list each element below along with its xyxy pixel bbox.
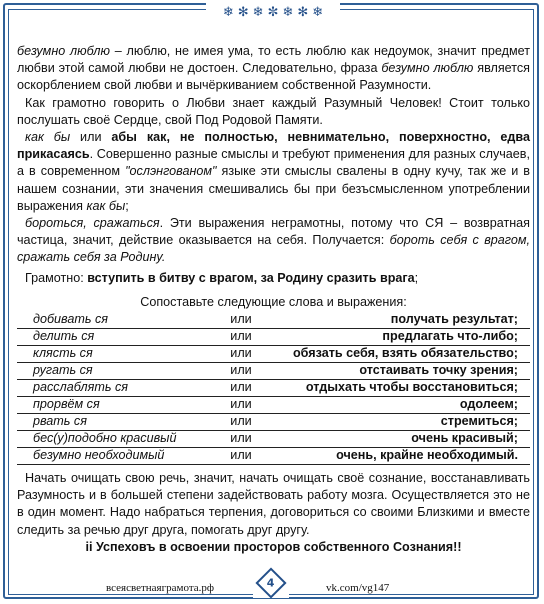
phrase-italic: безумно люблю <box>381 61 474 76</box>
phrase-bold: вступить в битву с врагом, за Родину сразить врага <box>87 270 415 285</box>
correct-form: очень красивый; <box>267 430 530 448</box>
comparison-row <box>17 380 530 397</box>
or-label: или <box>215 379 267 397</box>
wrong-form: бес(у)подобно красивый <box>17 430 215 448</box>
snowflake-icon: ✻ <box>237 4 249 20</box>
top-ornament <box>206 1 340 23</box>
phrase-italic: как бы <box>86 198 126 213</box>
phrase-italic: бороть себя с врагом, сражать себя за Родину. <box>17 233 530 265</box>
page-number-badge <box>253 568 289 598</box>
paragraph-bezumno <box>17 43 530 95</box>
phrase-italic: "ослэнгованом" <box>125 164 217 179</box>
or-label: или <box>215 430 267 448</box>
snowflake-icon: ✻ <box>297 4 309 20</box>
correct-form: предлагать что-либо; <box>267 328 530 346</box>
closing-wish: ii Успеховъ в освоении просторов собственного Сознания!! <box>85 539 462 554</box>
or-label: или <box>215 311 267 329</box>
comparison-row <box>17 363 530 380</box>
wrong-form: добивать ся <box>17 311 215 329</box>
comparison-row <box>17 329 530 346</box>
page-number: 4 <box>267 576 275 590</box>
paragraph-cleanup: Начать очищать свою речь, значит, начать очищать своё сознание, восстанавливать Разумность и в большей степени задействовать работу мозга. Осуществляется это не в один момент. Надо набраться терпения, договориться со своими Близкими и вместе следить за речью друг друга, помогать друг другу. <box>17 471 530 537</box>
phrase-italic: как бы <box>25 130 71 145</box>
text: . Эти выражения неграмотны, потому что СЯ – возвратная частица, значит, действие оказывается на себя. Получается: <box>17 216 531 248</box>
text: является оскорблением свой любви и вычёркиванием собственной Разумности. <box>17 61 530 93</box>
comparison-row <box>17 397 530 414</box>
or-label: или <box>215 447 267 465</box>
correct-form: одолеем; <box>267 396 530 414</box>
wrong-form: расслаблять ся <box>17 379 215 397</box>
text: ; <box>414 270 419 285</box>
or-label: или <box>215 328 267 346</box>
text: ; <box>125 198 129 213</box>
text: Грамотно: <box>25 270 88 285</box>
correct-form: отстаивать точку зрения; <box>267 362 530 380</box>
paragraph-kak-by <box>17 129 530 215</box>
snowflake-icon: ✼ <box>267 4 279 20</box>
correct-form: очень, крайне необходимый. <box>267 447 530 465</box>
correct-form: отдыхать чтобы восстановиться; <box>267 379 530 397</box>
text: . Совершенно разные смыслы и требуют применения для разных случаев, а в современном <box>17 147 530 179</box>
footer-vk: vk.com/vg147 <box>326 582 390 594</box>
or-label: или <box>215 345 267 363</box>
text: – люблю, не имея ума, то есть люблю как недоумок, значит предмет любви этой самой любви не достоен. Следовательно, фраза <box>17 44 531 76</box>
correct-form: получать результат; <box>267 311 530 329</box>
or-label: или <box>215 413 267 431</box>
text: языке эти смыслы свалены в одну кучу, так же и в нашем сознании, эти значения смешивались бы при безъсмысленном употреблении выражения <box>17 164 530 213</box>
wrong-form: безумно необходимый <box>17 447 215 465</box>
snowflake-icon: ❄ <box>282 4 294 20</box>
phrase-italic: бороться, сражаться <box>25 216 160 231</box>
comparison-row <box>17 346 530 363</box>
wrong-form: делить ся <box>17 328 215 346</box>
paragraph-gramotno <box>17 270 530 287</box>
or-label: или <box>215 362 267 380</box>
wrong-form: рвать ся <box>17 413 215 431</box>
paragraph-love: Как грамотно говорить о Любви знает каждый Разумный Человек! Стоит только послушать своё Сердце, свой Под Родовой Памяти. <box>17 95 530 127</box>
comparison-row <box>17 431 530 448</box>
correct-form: стремиться; <box>267 413 530 431</box>
wrong-form: прорвём ся <box>17 396 215 414</box>
text: или <box>70 130 112 145</box>
wrong-form: клясть ся <box>17 345 215 363</box>
phrase-bold: абы как, не полностью, невнимательно, поверхностно, едва прикасаясь <box>17 130 531 162</box>
comparison-row <box>17 448 530 465</box>
main-text <box>17 43 530 556</box>
paragraph-borotsya <box>17 215 530 267</box>
phrase-italic: безумно люблю <box>17 44 110 58</box>
footer-site: всеясветнаяграмота.рф <box>106 582 215 594</box>
diamond-icon <box>255 567 286 598</box>
snowflake-icon: ❄ <box>312 4 324 20</box>
correct-form: обязать себя, взять обязательство; <box>267 345 530 363</box>
snowflake-icon: ❄ <box>222 4 234 20</box>
comparison-table <box>17 312 530 465</box>
or-label: или <box>215 396 267 414</box>
comparison-row <box>17 312 530 329</box>
snowflake-icon: ❄ <box>252 4 264 20</box>
wrong-form: ругать ся <box>17 362 215 380</box>
compare-title: Сопоставьте следующие слова и выражения: <box>140 294 407 309</box>
comparison-row <box>17 414 530 431</box>
